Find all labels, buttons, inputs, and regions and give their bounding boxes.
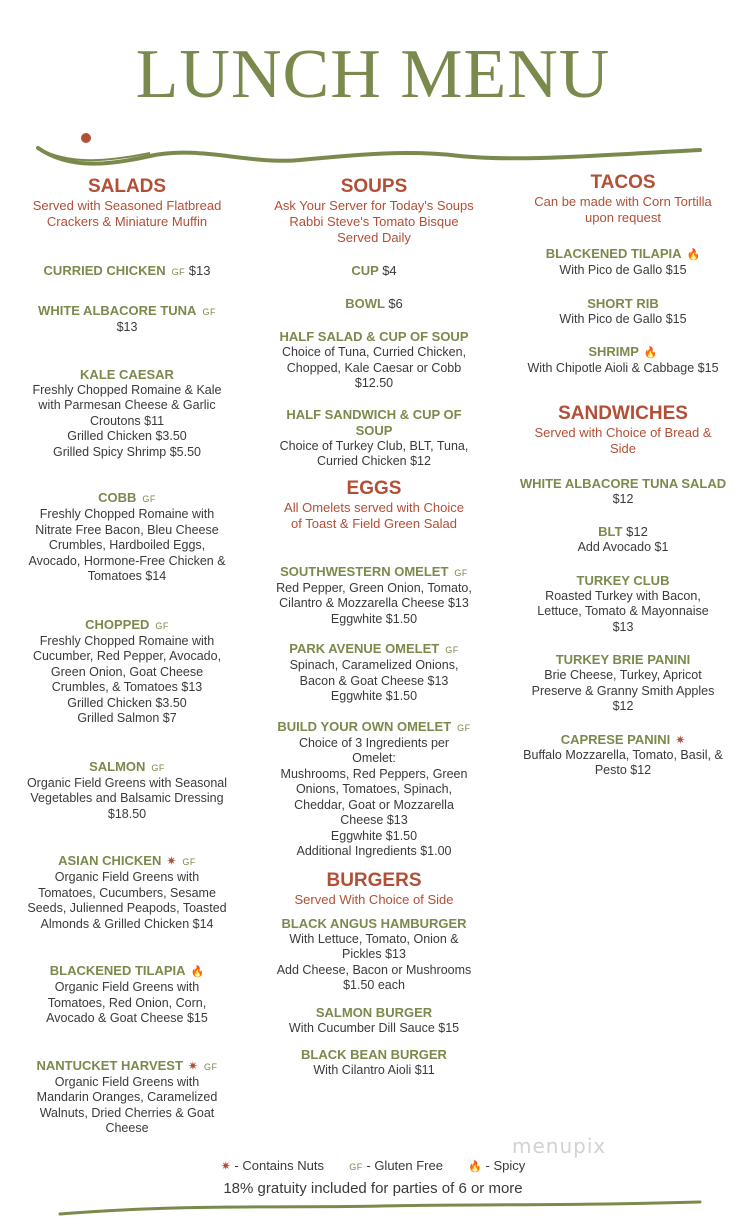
soups-heading: SOUPS: [340, 176, 408, 197]
watermark: menupix: [512, 1134, 607, 1158]
menu-item: NANTUCKET HARVEST ✷ GF Organic Field Greens with Mandarin Oranges, Caramelized Walnuts, Dried Cherries & Goat Cheese: [36, 1057, 218, 1135]
menu-item: WHITE ALBACORE TUNA GF $13: [38, 303, 216, 334]
spicy-icon: 🔥: [643, 347, 658, 359]
menu-item: BLACKENED TILAPIA 🔥 Organic Field Greens with Tomatoes, Red Onion, Corn, Avocado & Goat Cheese $15: [46, 963, 208, 1025]
gluten-free-icon: GF: [155, 620, 169, 631]
menu-item: KALE CAESAR Freshly Chopped Romaine & Kale with Parmesan Cheese & Garlic Croutons $11 Grilled Chicken $3.50 Grilled Spicy Shrimp $5.50: [32, 366, 222, 459]
spicy-icon: 🔥: [686, 249, 701, 261]
menu-item: SOUTHWESTERN OMELET GF Red Pepper, Green Onion, Tomato, Cilantro & Mozzarella Cheese $13 Eggwhite $1.50: [276, 563, 472, 626]
menu-item: WHITE ALBACORE TUNA SALAD $12: [519, 475, 727, 506]
sandwiches-heading: SANDWICHES: [558, 402, 688, 424]
menu-item: BLACK BEAN BURGER With Cilantro Aioli $11: [301, 1047, 447, 1077]
soups-sub: Ask Your Server for Today's Soups Rabbi Steve's Tomato Bisque Served Daily: [274, 198, 474, 245]
nut-icon: ✷: [166, 854, 177, 868]
nut-icon: ✷: [187, 1058, 198, 1073]
menu-item: SALMON BURGER With Cucumber Dill Sauce $15: [288, 1004, 460, 1035]
gluten-free-icon: GF: [203, 1061, 218, 1072]
gluten-free-icon: GF: [457, 722, 471, 733]
decorative-wave: [0, 120, 746, 180]
salads-heading: SALADS: [87, 176, 167, 197]
legend-gf: - Gluten Free: [366, 1158, 443, 1173]
menu-item: CURRIED CHICKEN GF $13: [43, 263, 211, 278]
menu-item: SHORT RIB With Pico de Gallo $15: [559, 295, 687, 326]
gluten-free-icon: GF: [171, 267, 186, 277]
tacos-heading: TACOS: [590, 172, 656, 193]
spicy-icon: 🔥: [190, 966, 205, 978]
menu-item: SALMON GF Organic Field Greens with Seasonal Vegetables and Balsamic Dressing $18.50: [26, 758, 228, 821]
eggs-heading: EGGS: [346, 477, 402, 499]
sandwiches-sub: Served with Choice of Bread & Side: [534, 424, 712, 456]
menu-item: BUILD YOUR OWN OMELET GF Choice of 3 Ingredients per Omelet: Mushrooms, Red Peppers, Green Onions, Tomatoes, Spinach, Cheddar, Goat or Mozzarella Cheese $13 Eggwhite $1.50 Additional Ingredients $1.00: [277, 718, 471, 858]
salads-sub: Served with Seasoned Flatbread Crackers & Miniature Muffin: [32, 198, 222, 229]
menu-item: ASIAN CHICKEN ✷ GF Organic Field Greens with Tomatoes, Cucumbers, Sesame Seeds, Julienned Peapods, Toasted Almonds & Grilled Chicken $14: [27, 853, 227, 931]
menu-title: LUNCH MENU: [135, 36, 611, 113]
gluten-free-icon: GF: [202, 307, 216, 317]
menu-item: TURKEY CLUB Roasted Turkey with Bacon, Lettuce, Tomato & Mayonnaise $13: [537, 572, 709, 634]
nut-icon: ✷: [675, 732, 686, 747]
legend: [0, 1158, 746, 1173]
nut-icon: ✷: [220, 1159, 231, 1173]
tacos-sub: Can be made with Corn Tortilla upon request: [534, 194, 712, 225]
menu-item: SHRIMP 🔥 With Chipotle Aioli & Cabbage $15: [527, 344, 719, 375]
legend-spicy: - Spicy: [485, 1158, 526, 1173]
menu-item: HALF SALAD & CUP OF SOUP Choice of Tuna, Curried Chicken, Chopped, Kale Caesar or Cobb $12.50: [279, 329, 469, 390]
salads-column: [12, 176, 242, 1137]
bottom-wave: [0, 1196, 746, 1226]
menu-item: TURKEY BRIE PANINI Brie Cheese, Turkey, Apricot Preserve & Granny Smith Apples $12: [531, 652, 715, 713]
tacos-sandwiches-column: [510, 172, 736, 779]
gluten-free-icon: GF: [142, 494, 156, 504]
gratuity-note: 18% gratuity included for parties of 6 or more: [223, 1180, 523, 1197]
decorative-dot: [81, 133, 91, 143]
menu-item: CAPRESE PANINI ✷ Buffalo Mozzarella, Tomato, Basil, & Pesto $12: [523, 731, 723, 777]
eggs-sub: All Omelets served with Choice of Toast & Field Green Salad: [284, 499, 464, 531]
burgers-heading: BURGERS: [326, 869, 422, 891]
soups-eggs-burgers-column: [258, 176, 490, 1079]
menu-item: PARK AVENUE OMELET GF Spinach, Caramelized Onions, Bacon & Goat Cheese $13 Eggwhite $1.50: [289, 641, 459, 703]
legend-nuts: - Contains Nuts: [234, 1158, 324, 1173]
menu-item: BLACKENED TILAPIA 🔥 With Pico de Gallo $15: [545, 246, 701, 277]
menu-item: BLACK ANGUS HAMBURGER With Lettuce, Tomato, Onion & Pickles $13 Add Cheese, Bacon or Mushrooms $1.50 each: [276, 915, 472, 992]
gluten-free-icon: GF: [349, 1162, 363, 1172]
spicy-icon: 🔥: [468, 1161, 482, 1173]
menu-item: CHOPPED GF Freshly Chopped Romaine with Cucumber, Red Pepper, Avocado, Green Onion, Goat Cheese Crumbles, & Tomatoes $13 Grilled Chicken $3.50 Grilled Salmon $7: [32, 616, 222, 725]
gluten-free-icon: GF: [151, 762, 165, 773]
burgers-sub: Served With Choice of Side: [294, 891, 454, 907]
gluten-free-icon: GF: [182, 857, 196, 867]
menu-item: BLT $12 Add Avocado $1: [577, 524, 669, 554]
gluten-free-icon: GF: [454, 567, 468, 578]
menu-item: HALF SANDWICH & CUP OF SOUP Choice of Turkey Club, BLT, Tuna, Curried Chicken $12: [279, 406, 469, 468]
menu-item: BOWL $6: [345, 296, 403, 311]
menu-item: CUP $4: [351, 263, 397, 278]
menu-item: COBB GF Freshly Chopped Romaine with Nitrate Free Bacon, Bleu Cheese Crumbles, Hardboiled Eggs, Avocado, Hormone-Free Chicken & Tomatoes $14: [28, 490, 226, 583]
gluten-free-icon: GF: [445, 645, 459, 655]
